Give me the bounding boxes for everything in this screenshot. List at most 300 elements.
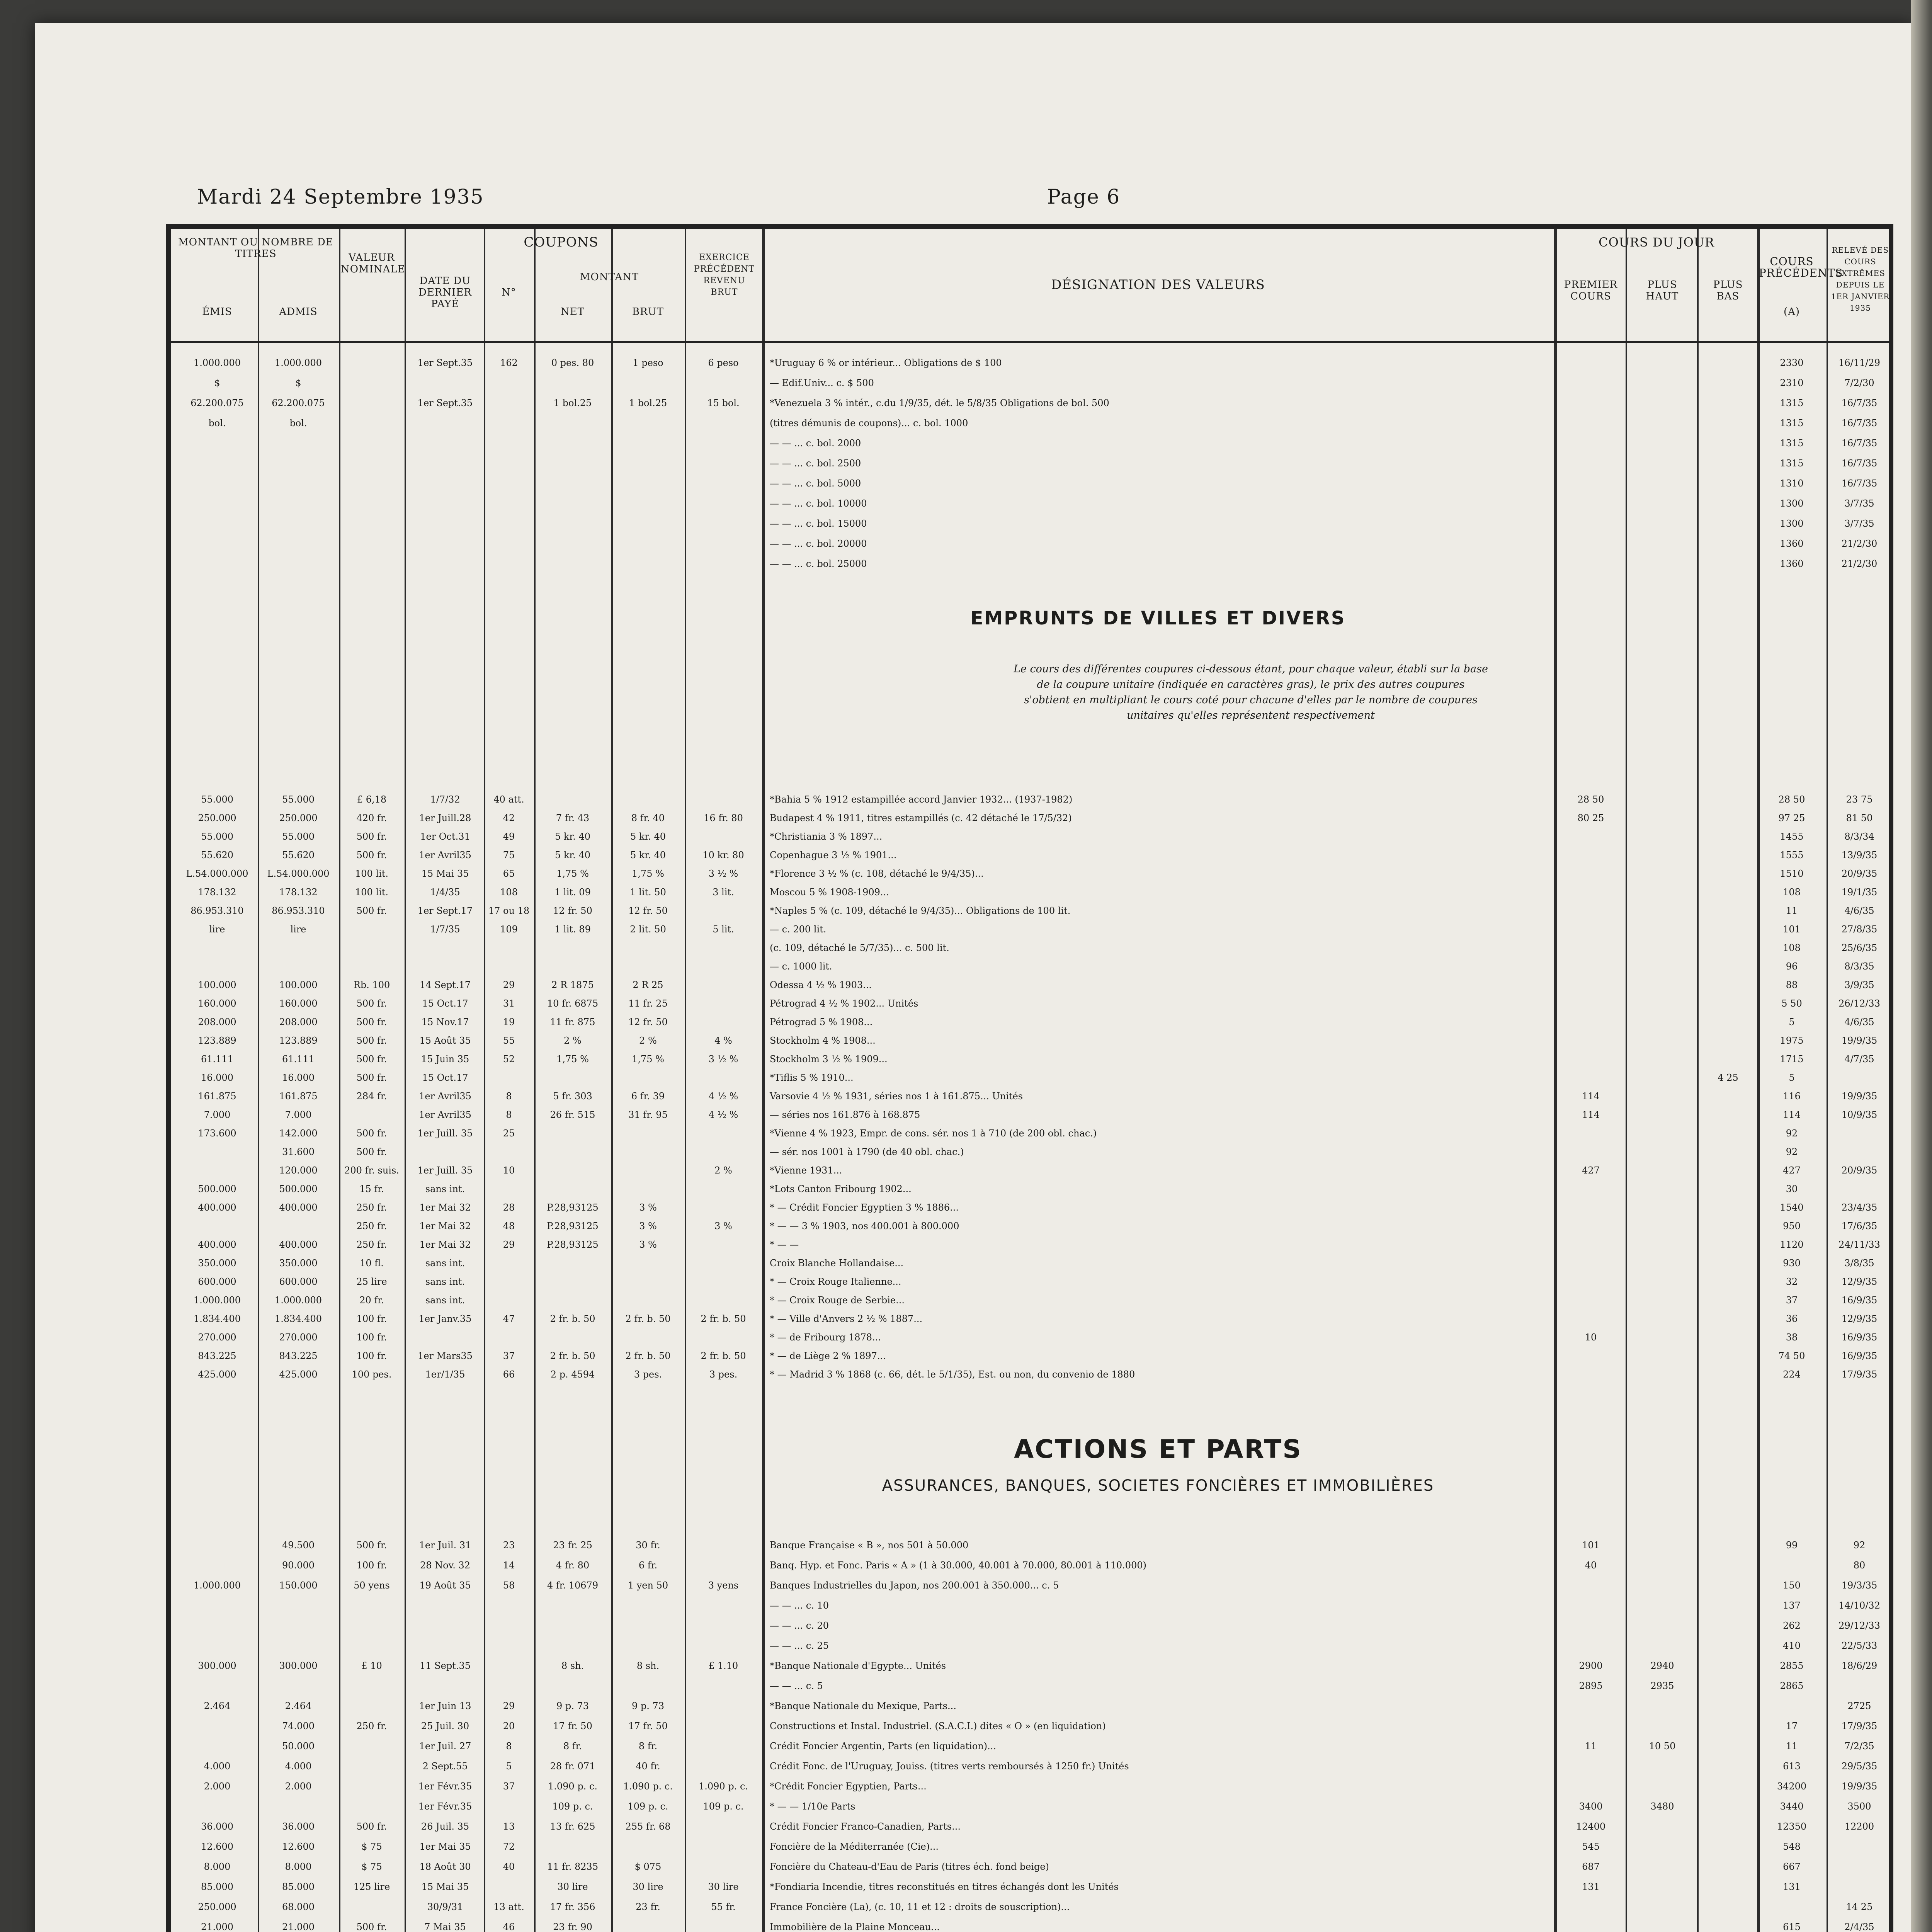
cell-cours-prec: 1540 (1780, 1202, 1804, 1213)
cell-designation: — c. 1000 lit. (770, 961, 832, 972)
cell-designation: (c. 109, détaché le 5/7/35)... c. 500 lit. (770, 942, 949, 953)
header-designation: DÉSIGNATION DES VALEURS (1051, 277, 1265, 293)
table-row (171, 867, 1889, 880)
cell-admis: 300.000 (279, 1660, 318, 1671)
table-row (171, 1880, 1889, 1893)
cell-designation: *Banque Nationale du Mexique, Parts... (770, 1701, 956, 1711)
cell-cours-prec: 1715 (1780, 1054, 1804, 1065)
cell-designation: — — ... c. bol. 2500 (770, 458, 861, 469)
cell-emis: $ (214, 378, 220, 388)
cell-date: 14 Sept.17 (420, 980, 471, 990)
cell-releve: 27/8/35 (1841, 924, 1878, 935)
cell-cours-prec: 2855 (1780, 1660, 1804, 1671)
table-row (171, 978, 1889, 992)
cell-emis: 2.464 (204, 1701, 231, 1711)
cell-admis: 208.000 (279, 1017, 318, 1027)
table-row (171, 793, 1889, 806)
header-exercice: EXERCICE PRÉCÉDENT REVENU BRUT (694, 253, 755, 297)
cell-designation: *Tiflis 5 % 1910... (770, 1072, 854, 1083)
header-brut: BRUT (632, 306, 664, 318)
cell-date: 1er Juill.28 (419, 813, 471, 823)
cell-admis: 425.000 (279, 1369, 318, 1380)
table-row (171, 1539, 1889, 1552)
page-number: Page 6 (1047, 185, 1121, 209)
cell-emis: 62.200.075 (190, 398, 244, 408)
cell-releve: 4/6/35 (1844, 1017, 1874, 1027)
cell-admis: 178.132 (279, 887, 318, 898)
cell-valeur: 100 lit. (355, 868, 389, 879)
cell-net: 10 fr. 6875 (547, 998, 599, 1009)
cell-admis: 55.000 (282, 794, 315, 805)
cell-designation: Odessa 4 ½ % 1903... (770, 980, 872, 990)
table-row (171, 1579, 1889, 1592)
table-row (171, 941, 1889, 954)
cell-designation: *Lots Canton Fribourg 1902... (770, 1184, 912, 1194)
cell-numero: 8 (506, 1109, 512, 1120)
cell-releve: 2725 (1847, 1701, 1871, 1711)
table-row (171, 1219, 1889, 1233)
cell-admis: 68.000 (282, 1901, 315, 1912)
cell-cours-prec: 34200 (1777, 1781, 1807, 1792)
cell-cours-prec: 38 (1786, 1332, 1798, 1343)
cell-cours-prec: 950 (1783, 1221, 1801, 1231)
cell-revenu: 6 peso (708, 357, 739, 368)
cell-numero: 40 att. (493, 794, 524, 805)
cell-valeur: 284 fr. (356, 1091, 387, 1102)
cell-releve: 10/9/35 (1841, 1109, 1878, 1120)
cell-net: 1 lit. 09 (554, 887, 591, 898)
cell-admis: 31.600 (282, 1146, 315, 1157)
cell-numero: 109 (500, 924, 518, 935)
cell-releve: 92 (1853, 1540, 1866, 1551)
cell-cours-prec: 1360 (1780, 538, 1804, 549)
cell-admis: 250.000 (279, 813, 318, 823)
table-row (171, 1238, 1889, 1251)
newspaper-page (35, 23, 1913, 1932)
cell-date: 1er Sept.35 (417, 357, 473, 368)
cell-numero: 29 (503, 1239, 515, 1250)
header-releve: RELEVÉ DES COURS EXTRÊMES DEPUIS LE 1ER JANVIER 1935 (1831, 245, 1890, 313)
cell-brut: 1 lit. 50 (630, 887, 666, 898)
cell-date: 1er Mai 32 (419, 1239, 471, 1250)
section-emprunts-villes: EMPRUNTS DE VILLES ET DIVERS (970, 607, 1346, 629)
cell-valeur: 500 fr. (356, 1054, 387, 1065)
table-row (171, 497, 1889, 510)
cell-valeur: 500 fr. (356, 998, 387, 1009)
cell-net: 17 fr. 50 (553, 1721, 592, 1731)
table-row (171, 1053, 1889, 1066)
cell-cours-prec: 262 (1783, 1620, 1801, 1631)
table-row (171, 1071, 1889, 1084)
cell-numero: 40 (503, 1861, 515, 1872)
cell-net: 12 fr. 50 (553, 905, 592, 916)
cell-brut: 3 % (639, 1221, 657, 1231)
cell-net: P.28,93125 (547, 1221, 599, 1231)
cell-emis: 1.000.000 (193, 1580, 241, 1591)
cell-designation: *Uruguay 6 % or intérieur... Obligations de $ 100 (770, 357, 1002, 368)
cell-releve: 16/11/29 (1838, 357, 1880, 368)
cell-admis: 7.000 (285, 1109, 312, 1120)
cell-valeur: 100 pes. (352, 1369, 392, 1380)
cell-cours-prec: 1975 (1780, 1035, 1804, 1046)
header-date: DATE DU DERNIER PAYÉ (418, 275, 472, 310)
cell-emis: 21.000 (201, 1922, 233, 1932)
cell-net: 4 fr. 10679 (547, 1580, 599, 1591)
cell-cours-prec: 17 (1786, 1721, 1798, 1731)
cell-numero: 75 (503, 850, 515, 861)
cell-date: 11 Sept.35 (420, 1660, 471, 1671)
cell-numero: 162 (500, 357, 518, 368)
cell-cours-prec: 1310 (1780, 478, 1804, 489)
cell-brut: 30 fr. (636, 1540, 660, 1551)
cell-valeur: 100 fr. (356, 1313, 387, 1324)
cell-admis: 270.000 (279, 1332, 318, 1343)
cell-admis: 161.875 (279, 1091, 318, 1102)
cell-net: 2 p. 4594 (550, 1369, 595, 1380)
cell-cours-prec: 2310 (1780, 378, 1804, 388)
cell-emis: 270.000 (198, 1332, 236, 1343)
cell-revenu: 10 kr. 80 (702, 850, 744, 861)
cell-releve: 3/9/35 (1844, 980, 1874, 990)
header-plus-bas: PLUS BAS (1713, 279, 1743, 302)
cell-brut: 2 fr. b. 50 (625, 1350, 671, 1361)
cell-admis: lire (290, 924, 306, 935)
cell-revenu: 2 fr. b. 50 (701, 1350, 746, 1361)
cell-cours-prec: 30 (1786, 1184, 1798, 1194)
cell-emis: 400.000 (198, 1202, 236, 1213)
cell-releve: 21/2/30 (1841, 558, 1878, 569)
cell-emis: 55.000 (201, 831, 233, 842)
cell-designation: *Christiania 3 % 1897... (770, 831, 883, 842)
cell-designation: Crédit Fonc. de l'Uruguay, Jouiss. (titres verts remboursés à 1250 fr.) Unités (770, 1761, 1129, 1772)
cell-date: 1er Avril35 (419, 1091, 471, 1102)
cell-releve: 4/6/35 (1844, 905, 1874, 916)
cell-premier: 12400 (1576, 1821, 1606, 1832)
cell-releve: 24/11/33 (1838, 1239, 1880, 1250)
cell-brut: 1 yen 50 (628, 1580, 668, 1591)
cell-brut: 31 fr. 95 (628, 1109, 668, 1120)
table-row (171, 849, 1889, 862)
cell-valeur: 100 lit. (355, 887, 389, 898)
cell-designation: Banques Industrielles du Japon, nos 200.001 à 350.000... c. 5 (770, 1580, 1059, 1591)
cell-releve: 4/7/35 (1844, 1054, 1874, 1065)
table-row (171, 1860, 1889, 1873)
cell-date: 19 Août 35 (419, 1580, 471, 1591)
table-header (171, 229, 1889, 343)
cell-emis: 4.000 (204, 1761, 231, 1772)
cell-brut: 2 fr. b. 50 (625, 1313, 671, 1324)
cell-designation: * — de Fribourg 1878... (770, 1332, 881, 1343)
cell-date: 2 Sept.55 (422, 1761, 468, 1772)
cell-emis: 208.000 (198, 1017, 236, 1027)
cell-net: 9 p. 73 (556, 1701, 589, 1711)
cell-releve: 80 (1853, 1560, 1866, 1571)
cell-valeur: 50 yens (354, 1580, 390, 1591)
cell-brut: 12 fr. 50 (628, 1017, 668, 1027)
cell-emis: 350.000 (198, 1258, 236, 1269)
cell-emis: 173.600 (198, 1128, 236, 1139)
cell-designation: *Naples 5 % (c. 109, détaché le 9/4/35)... Obligations de 100 lit. (770, 905, 1071, 916)
cell-numero: 55 (503, 1035, 515, 1046)
cell-brut: 9 p. 73 (631, 1701, 665, 1711)
cell-emis: lire (209, 924, 225, 935)
cell-date: 1/4/35 (430, 887, 460, 898)
cell-brut: 255 fr. 68 (625, 1821, 671, 1832)
cell-emis: 16.000 (201, 1072, 233, 1083)
cell-numero: 65 (503, 868, 515, 879)
cell-brut: 1,75 % (632, 868, 664, 879)
cell-cours-prec: 2330 (1780, 357, 1804, 368)
cell-cours-prec: 930 (1783, 1258, 1801, 1269)
cell-releve: 7/2/35 (1844, 1741, 1874, 1752)
cell-net: 5 kr. 40 (554, 850, 591, 861)
cell-designation: Croix Blanche Hollandaise... (770, 1258, 904, 1269)
cell-valeur: 500 fr. (356, 905, 387, 916)
cell-cours-prec: 1315 (1780, 418, 1804, 429)
cell-designation: Crédit Foncier Franco-Canadien, Parts... (770, 1821, 961, 1832)
table-row (171, 1127, 1889, 1140)
cell-net: 23 fr. 90 (553, 1922, 592, 1932)
cell-valeur: 25 lire (356, 1276, 387, 1287)
cell-releve: 23/4/35 (1841, 1202, 1878, 1213)
cell-revenu: 109 p. c. (703, 1801, 744, 1812)
cell-date: sans int. (425, 1258, 465, 1269)
cell-designation: Pétrograd 5 % 1908... (770, 1017, 873, 1027)
table-row (171, 1599, 1889, 1612)
cell-brut: 1,75 % (632, 1054, 664, 1065)
cell-designation: Foncière de la Méditerranée (Cie)... (770, 1841, 939, 1852)
cell-releve: 20/9/35 (1841, 868, 1878, 879)
table-row (171, 1800, 1889, 1813)
cell-date: 1er Oct.31 (420, 831, 470, 842)
cell-cours-prec: 548 (1783, 1841, 1801, 1852)
cell-premier: 427 (1582, 1165, 1600, 1176)
cell-net: 30 lire (557, 1881, 588, 1892)
header-premier: PREMIER COURS (1564, 279, 1618, 302)
cell-designation: Immobilière de la Plaine Monceau... (770, 1922, 940, 1932)
cell-designation: * — — 3 % 1903, nos 400.001 à 800.000 (770, 1221, 959, 1231)
table-row (171, 1699, 1889, 1713)
cell-brut: 8 sh. (636, 1660, 660, 1671)
table-row (171, 1619, 1889, 1632)
cell-designation: Pétrograd 4 ½ % 1902... Unités (770, 998, 918, 1009)
cell-admis: 123.889 (279, 1035, 318, 1046)
cell-admis: 12.600 (282, 1841, 315, 1852)
cell-cours-prec: 37 (1786, 1295, 1798, 1306)
cell-net: 28 fr. 071 (550, 1761, 595, 1772)
cell-designation: — — ... c. bol. 25000 (770, 558, 867, 569)
cell-cours-prec: 74 50 (1778, 1350, 1805, 1361)
table-row (171, 376, 1889, 389)
cell-valeur: £ 10 (361, 1660, 382, 1671)
cell-date: sans int. (425, 1295, 465, 1306)
cell-revenu: 16 fr. 80 (704, 813, 743, 823)
cell-revenu: 3 lit. (713, 887, 734, 898)
cell-cours-prec: 32 (1786, 1276, 1798, 1287)
cell-cours-prec: 97 25 (1778, 813, 1805, 823)
cell-releve: 16/7/35 (1841, 398, 1878, 408)
cell-admis: bol. (289, 418, 307, 429)
cell-valeur: $ 75 (361, 1861, 382, 1872)
header-cours-jour: COURS DU JOUR (1599, 235, 1714, 250)
table-row (171, 1659, 1889, 1672)
cell-emis: 55.000 (201, 794, 233, 805)
cell-releve: 16/7/35 (1841, 418, 1878, 429)
cell-plus-haut: 3480 (1650, 1801, 1674, 1812)
cell-valeur: 500 fr. (356, 1072, 387, 1083)
cell-emis: 7.000 (204, 1109, 231, 1120)
cell-date: 1er/1/35 (425, 1369, 465, 1380)
cell-designation: — Edif.Univ... c. $ 500 (770, 378, 874, 388)
cell-revenu: 15 bol. (707, 398, 740, 408)
cell-net: P.28,93125 (547, 1202, 599, 1213)
cell-brut: 6 fr. (638, 1560, 658, 1571)
cell-releve: 7/2/30 (1844, 378, 1874, 388)
cell-designation: * — Madrid 3 % 1868 (c. 66, dét. le 5/1/35), Est. ou non, du convenio de 1880 (770, 1369, 1135, 1380)
cell-brut: 8 fr. 40 (631, 813, 665, 823)
cell-numero: 8 (506, 1091, 512, 1102)
table-row (171, 1164, 1889, 1177)
cell-cours-prec: 36 (1786, 1313, 1798, 1324)
table-row (171, 1201, 1889, 1214)
cell-date: 26 Juil. 35 (421, 1821, 469, 1832)
cell-net: 1 bol.25 (553, 398, 592, 408)
cell-net: 11 fr. 8235 (547, 1861, 599, 1872)
cell-net: 23 fr. 25 (553, 1540, 592, 1551)
cell-cours-prec: 1455 (1780, 831, 1804, 842)
cell-premier: 80 25 (1577, 813, 1604, 823)
cell-numero: 37 (503, 1350, 515, 1361)
cell-designation: — — ... c. 5 (770, 1680, 823, 1691)
cell-cours-prec: 28 50 (1778, 794, 1805, 805)
cell-valeur: 100 fr. (356, 1332, 387, 1343)
page-date: Mardi 24 Septembre 1935 (197, 185, 484, 209)
cell-revenu: 4 ½ % (708, 1091, 738, 1102)
cell-designation: *Vienne 1931... (770, 1165, 842, 1176)
cell-net: 8 fr. (563, 1741, 582, 1752)
cell-designation: Copenhague 3 ½ % 1901... (770, 850, 897, 861)
cell-numero: 42 (503, 813, 515, 823)
cell-premier: 687 (1582, 1861, 1600, 1872)
cell-releve: 3/7/35 (1844, 498, 1874, 509)
cell-valeur: 250 fr. (356, 1221, 387, 1231)
cell-cours-prec: 150 (1783, 1580, 1801, 1591)
cell-emis: 250.000 (198, 813, 236, 823)
cell-releve: 16/7/35 (1841, 478, 1878, 489)
cell-net: 26 fr. 515 (550, 1109, 595, 1120)
cell-net: P.28,93125 (547, 1239, 599, 1250)
cell-premier: 11 (1585, 1741, 1597, 1752)
cell-cours-prec: 5 (1789, 1017, 1795, 1027)
cell-cours-prec: 92 (1786, 1128, 1798, 1139)
cell-designation: * — Ville d'Anvers 2 ½ % 1887... (770, 1313, 923, 1324)
cell-premier: 114 (1582, 1109, 1600, 1120)
cell-brut: $ 075 (634, 1861, 662, 1872)
cell-premier: 101 (1582, 1540, 1600, 1551)
cell-designation: (titres démunis de coupons)... c. bol. 1000 (770, 418, 968, 429)
cell-releve: 22/5/33 (1841, 1640, 1878, 1651)
cell-admis: 36.000 (282, 1821, 315, 1832)
cell-admis: 400.000 (279, 1202, 318, 1213)
table-row (171, 1780, 1889, 1793)
cell-revenu: 3 ½ % (708, 868, 738, 879)
cell-releve: 19/1/35 (1841, 887, 1878, 898)
table-row (171, 1368, 1889, 1381)
cell-releve: 12200 (1844, 1821, 1874, 1832)
cell-designation: * — — (770, 1239, 799, 1250)
cell-net: 5 fr. 303 (553, 1091, 592, 1102)
cell-numero: 72 (503, 1841, 515, 1852)
cell-numero: 28 (503, 1202, 515, 1213)
cell-brut: 2 % (639, 1035, 657, 1046)
cell-brut: 5 kr. 40 (630, 850, 666, 861)
table-row (171, 1920, 1889, 1932)
cell-cours-prec: 1315 (1780, 438, 1804, 449)
table-row (171, 886, 1889, 899)
cell-date: 1er Mai 32 (419, 1202, 471, 1213)
cell-revenu: 30 lire (708, 1881, 739, 1892)
cell-designation: *Venezuela 3 % intér., c.du 1/9/35, dét. le 5/8/35 Obligations de bol. 500 (770, 398, 1109, 408)
cell-net: 0 pes. 80 (551, 357, 594, 368)
cell-date: 1er Juil. 31 (419, 1540, 471, 1551)
table-row (171, 1820, 1889, 1833)
table-row (171, 830, 1889, 843)
cell-cours-prec: 92 (1786, 1146, 1798, 1157)
table-row (171, 997, 1889, 1010)
cell-releve: 14/10/32 (1838, 1600, 1880, 1611)
table-row (171, 1275, 1889, 1288)
header-montant: MONTANT (580, 271, 639, 283)
cell-net: 7 fr. 43 (556, 813, 590, 823)
cell-brut: 23 fr. (636, 1901, 660, 1912)
cell-cours-prec: 1360 (1780, 558, 1804, 569)
cell-valeur: 500 fr. (356, 1540, 387, 1551)
cell-admis: 4.000 (285, 1761, 312, 1772)
table-row (171, 1090, 1889, 1103)
cell-revenu: 2 fr. b. 50 (701, 1313, 746, 1324)
cell-valeur: 420 fr. (356, 813, 387, 823)
cell-emis: 250.000 (198, 1901, 236, 1912)
cell-numero: 52 (503, 1054, 515, 1065)
cell-valeur: 250 fr. (356, 1202, 387, 1213)
cell-emis: 843.225 (198, 1350, 236, 1361)
cell-numero: 37 (503, 1781, 515, 1792)
cell-brut: 6 fr. 39 (631, 1091, 665, 1102)
cell-revenu: 3 pes. (709, 1369, 738, 1380)
cell-valeur: 20 fr. (359, 1295, 384, 1306)
cell-date: 30/9/31 (427, 1901, 463, 1912)
cell-designation: — sér. nos 1001 à 1790 (de 40 obl. chac.) (770, 1146, 964, 1157)
cell-cours-prec: 88 (1786, 980, 1798, 990)
cell-numero: 46 (503, 1922, 515, 1932)
cell-valeur: 500 fr. (356, 1146, 387, 1157)
cell-date: 18 Août 30 (419, 1861, 471, 1872)
cell-brut: 1 peso (633, 357, 663, 368)
cell-emis: 123.889 (198, 1035, 236, 1046)
cell-date: 1er Janv.35 (418, 1313, 472, 1324)
cell-designation: Stockholm 3 ½ % 1909... (770, 1054, 888, 1065)
cell-date: 15 Oct.17 (422, 1072, 468, 1083)
cell-cours-prec: 11 (1786, 1741, 1798, 1752)
cell-date: 1er Févr.35 (418, 1781, 472, 1792)
cell-brut: 3 % (639, 1202, 657, 1213)
cell-emis: 160.000 (198, 998, 236, 1009)
cell-designation: * — Crédit Foncier Egyptien 3 % 1886... (770, 1202, 959, 1213)
cell-revenu: 1.090 p. c. (698, 1781, 748, 1792)
cell-emis: 425.000 (198, 1369, 236, 1380)
table-row (171, 1015, 1889, 1029)
cell-revenu: £ 1.10 (708, 1660, 738, 1671)
